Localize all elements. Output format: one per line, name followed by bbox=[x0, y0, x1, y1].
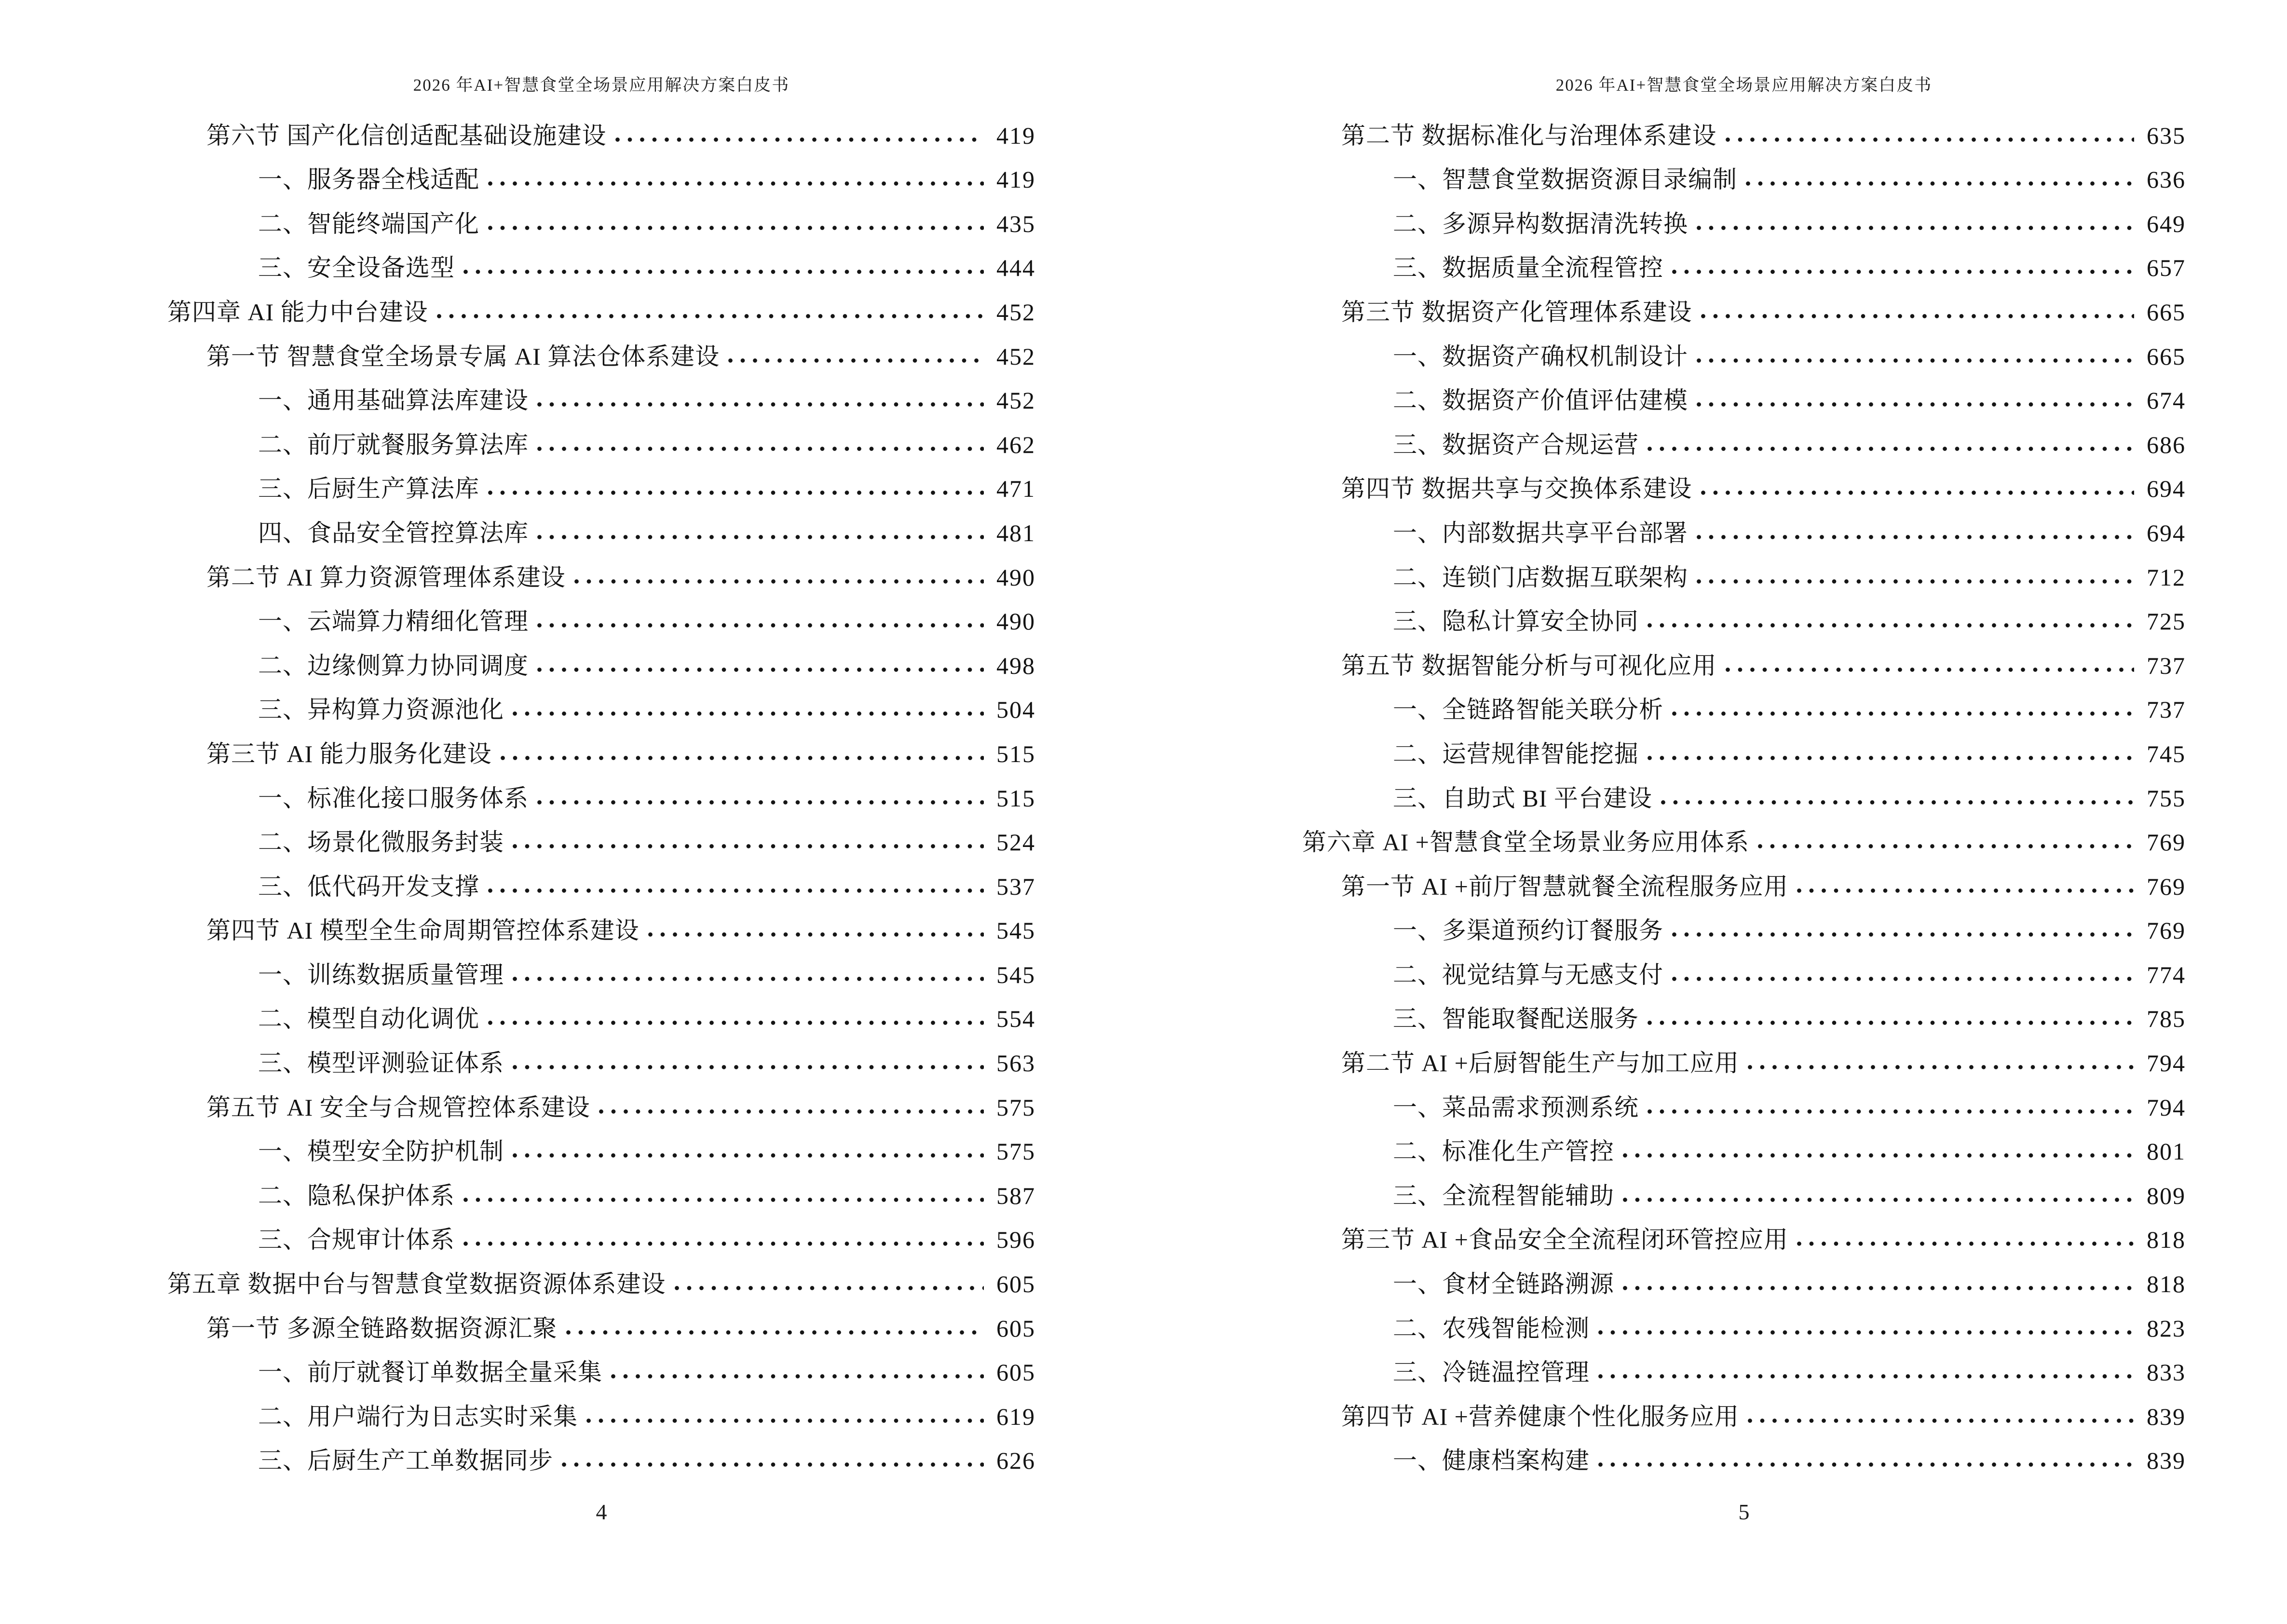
toc-entry-label: 三、低代码开发支撑 bbox=[258, 873, 479, 900]
toc-entry-label: 第三节 AI +食品安全全流程闭环管控应用 bbox=[1341, 1226, 1788, 1254]
toc-entry bbox=[1302, 330, 2186, 375]
toc-entry-page-number: 452 bbox=[996, 342, 1035, 370]
dot-leader bbox=[463, 1198, 984, 1202]
toc-entry-label: 一、数据资产确权机制设计 bbox=[1393, 342, 1688, 370]
toc-entry-page-number: 605 bbox=[996, 1359, 1035, 1386]
toc-entry bbox=[167, 330, 1035, 375]
dot-leader bbox=[513, 1153, 984, 1158]
dot-leader bbox=[1697, 402, 2134, 407]
toc-entry-label: 第四节 AI 模型全生命周期管控体系建设 bbox=[206, 917, 640, 944]
toc-entry-page-number: 545 bbox=[996, 917, 1035, 944]
toc-entry bbox=[1302, 1037, 2186, 1081]
toc-entry-page-number: 419 bbox=[996, 122, 1035, 149]
toc-entry bbox=[167, 1258, 1035, 1302]
running-header: 2026 年AI+智慧食堂全场景应用解决方案白皮书 bbox=[413, 76, 790, 95]
dot-leader bbox=[1598, 1374, 2134, 1378]
toc-entry bbox=[167, 1037, 1035, 1081]
dot-leader bbox=[1647, 447, 2134, 451]
toc-entry bbox=[167, 1302, 1035, 1347]
toc-entry bbox=[167, 286, 1035, 330]
toc-entry-page-number: 471 bbox=[996, 475, 1035, 503]
toc-entry bbox=[167, 375, 1035, 419]
toc-entry-page-number: 769 bbox=[2147, 873, 2186, 900]
toc-entry-label: 第三节 AI 能力服务化建设 bbox=[206, 740, 492, 767]
dot-leader bbox=[1746, 181, 2134, 186]
toc-entry bbox=[1302, 1302, 2186, 1347]
dot-leader bbox=[611, 1374, 984, 1378]
toc-entry-label: 第五节 AI 安全与合规管控体系建设 bbox=[206, 1093, 590, 1121]
toc-entry bbox=[1302, 772, 2186, 817]
toc-entry bbox=[1302, 1126, 2186, 1170]
toc-page-right bbox=[1302, 0, 2186, 1624]
toc-entry-page-number: 575 bbox=[996, 1093, 1035, 1121]
toc-entry-page-number: 490 bbox=[996, 608, 1035, 635]
dot-leader bbox=[1623, 1153, 2134, 1158]
toc-entry-label: 三、数据资产合规运营 bbox=[1393, 431, 1639, 458]
dot-leader bbox=[537, 668, 984, 672]
toc-entry-label: 第四节 AI +营养健康个性化服务应用 bbox=[1341, 1403, 1739, 1430]
dot-leader bbox=[488, 181, 984, 186]
toc-entry bbox=[167, 1435, 1035, 1479]
toc-entry-label: 三、智能取餐配送服务 bbox=[1393, 1005, 1639, 1033]
toc-entry-page-number: 554 bbox=[996, 1005, 1035, 1033]
toc-entry-label: 一、健康档案构建 bbox=[1393, 1447, 1590, 1474]
dot-leader bbox=[1748, 1419, 2134, 1423]
toc-entry-page-number: 809 bbox=[2147, 1182, 2186, 1209]
toc-entry-page-number: 737 bbox=[2147, 696, 2186, 723]
toc-entry-page-number: 498 bbox=[996, 652, 1035, 679]
toc-entry bbox=[1302, 728, 2186, 772]
dot-leader bbox=[1672, 711, 2134, 716]
dot-leader bbox=[1797, 1242, 2134, 1246]
toc-entry-label: 第二节 AI 算力资源管理体系建设 bbox=[206, 563, 566, 591]
toc-entry bbox=[1302, 817, 2186, 861]
toc-entry bbox=[167, 860, 1035, 905]
page-number-footer: 4 bbox=[596, 1500, 607, 1524]
toc-entry-page-number: 686 bbox=[2147, 431, 2186, 458]
dot-leader bbox=[513, 1065, 984, 1069]
toc-entry bbox=[167, 507, 1035, 551]
toc-entry-page-number: 794 bbox=[2147, 1093, 2186, 1121]
toc-entry-label: 二、场景化微服务封装 bbox=[258, 829, 504, 856]
toc-entry-label: 二、用户端行为日志实时采集 bbox=[258, 1403, 578, 1430]
toc-entry-label: 二、标准化生产管控 bbox=[1393, 1138, 1614, 1165]
toc-entry-page-number: 823 bbox=[2147, 1314, 2186, 1342]
toc-entry-page-number: 657 bbox=[2147, 254, 2186, 282]
toc-entry-label: 一、云端算力精细化管理 bbox=[258, 608, 529, 635]
toc-entry-page-number: 839 bbox=[2147, 1447, 2186, 1474]
toc-entry-label: 二、边缘侧算力协同调度 bbox=[258, 652, 529, 679]
dot-leader bbox=[1623, 1286, 2134, 1290]
toc-entry-page-number: 755 bbox=[2147, 784, 2186, 812]
toc-entry-label: 第五节 数据智能分析与可视化应用 bbox=[1341, 652, 1717, 679]
dot-leader bbox=[537, 447, 984, 451]
toc-entry-label: 一、通用基础算法库建设 bbox=[258, 387, 529, 414]
toc-entry-page-number: 769 bbox=[2147, 829, 2186, 856]
toc-entry bbox=[1302, 507, 2186, 551]
dot-leader bbox=[1726, 668, 2135, 672]
dot-leader bbox=[1697, 535, 2134, 539]
toc-entry bbox=[1302, 242, 2186, 287]
toc-entry-label: 二、运营规律智能挖掘 bbox=[1393, 740, 1639, 767]
toc-entry-label: 二、智能终端国产化 bbox=[258, 210, 479, 237]
toc-entry-page-number: 462 bbox=[996, 431, 1035, 458]
dot-leader bbox=[1701, 491, 2135, 495]
toc-entry bbox=[1302, 1214, 2186, 1258]
toc-entry bbox=[167, 905, 1035, 949]
toc-entry bbox=[1302, 1081, 2186, 1126]
toc-entry bbox=[167, 684, 1035, 728]
toc-entry-label: 三、合规审计体系 bbox=[258, 1226, 455, 1254]
toc-entry-label: 第一节 AI +前厅智慧就餐全流程服务应用 bbox=[1341, 873, 1788, 900]
toc-entry bbox=[1302, 905, 2186, 949]
dot-leader bbox=[1623, 1198, 2134, 1202]
dot-leader bbox=[488, 1021, 984, 1025]
toc-entry-page-number: 419 bbox=[996, 166, 1035, 193]
dot-leader bbox=[537, 800, 984, 805]
toc-entry-page-number: 515 bbox=[996, 784, 1035, 812]
toc-entry-page-number: 596 bbox=[996, 1226, 1035, 1254]
toc-entry-page-number: 605 bbox=[996, 1270, 1035, 1298]
dot-leader bbox=[1697, 579, 2134, 584]
toc-entry bbox=[1302, 684, 2186, 728]
toc-entry-page-number: 563 bbox=[996, 1050, 1035, 1077]
dot-leader bbox=[1598, 1462, 2134, 1467]
toc-entry-page-number: 435 bbox=[996, 210, 1035, 237]
toc-entry-page-number: 636 bbox=[2147, 166, 2186, 193]
dot-leader bbox=[1647, 1021, 2134, 1025]
dot-leader bbox=[488, 888, 984, 893]
toc-entry bbox=[1302, 109, 2186, 154]
toc-entry-label: 二、视觉结算与无感支付 bbox=[1393, 961, 1663, 988]
toc-entry bbox=[167, 242, 1035, 287]
toc-entry-page-number: 833 bbox=[2147, 1359, 2186, 1386]
dot-leader bbox=[501, 756, 984, 760]
toc-entry-page-number: 619 bbox=[996, 1403, 1035, 1430]
toc-entry-label: 第二节 数据标准化与治理体系建设 bbox=[1341, 122, 1717, 149]
toc-entry-label: 一、食材全链路溯源 bbox=[1393, 1270, 1614, 1298]
dot-leader bbox=[1647, 623, 2134, 628]
toc-entry-label: 三、后厨生产算法库 bbox=[258, 475, 479, 503]
toc-entry-label: 三、后厨生产工单数据同步 bbox=[258, 1447, 553, 1474]
toc-entry bbox=[167, 949, 1035, 993]
dot-leader bbox=[648, 932, 984, 937]
toc-entry-page-number: 635 bbox=[2147, 122, 2186, 149]
dot-leader bbox=[615, 137, 984, 142]
toc-entry bbox=[167, 198, 1035, 242]
toc-entry-page-number: 626 bbox=[996, 1447, 1035, 1474]
toc-entry bbox=[167, 1081, 1035, 1126]
toc-entry bbox=[167, 109, 1035, 154]
toc-entry-page-number: 794 bbox=[2147, 1050, 2186, 1077]
toc-entry-page-number: 524 bbox=[996, 829, 1035, 856]
toc-entry bbox=[1302, 198, 2186, 242]
toc-entry bbox=[167, 1391, 1035, 1435]
toc-entry bbox=[1302, 1258, 2186, 1302]
toc-entry-page-number: 587 bbox=[996, 1182, 1035, 1209]
toc-entry-label: 一、多渠道预约订餐服务 bbox=[1393, 917, 1663, 944]
toc-entry-label: 第五章 数据中台与智慧食堂数据资源体系建设 bbox=[167, 1270, 666, 1298]
dot-leader bbox=[599, 1109, 984, 1114]
toc-entry bbox=[167, 596, 1035, 640]
toc-entry-label: 三、数据质量全流程管控 bbox=[1393, 254, 1663, 282]
dot-leader bbox=[586, 1419, 984, 1423]
toc-entry-page-number: 818 bbox=[2147, 1226, 2186, 1254]
dot-leader bbox=[537, 535, 984, 539]
toc-entry-label: 第三节 数据资产化管理体系建设 bbox=[1341, 298, 1692, 326]
dot-leader bbox=[562, 1462, 984, 1467]
toc-entry-label: 第二节 AI +后厨智能生产与加工应用 bbox=[1341, 1050, 1739, 1077]
toc-entry bbox=[167, 1126, 1035, 1170]
page-number-footer: 5 bbox=[1738, 1500, 1750, 1524]
dot-leader bbox=[1598, 1330, 2134, 1335]
toc-entry-label: 二、数据资产价值评估建模 bbox=[1393, 387, 1688, 414]
toc-entry-label: 一、标准化接口服务体系 bbox=[258, 784, 529, 812]
toc-entry bbox=[167, 817, 1035, 861]
dot-leader bbox=[463, 1242, 984, 1246]
toc-entry-page-number: 818 bbox=[2147, 1270, 2186, 1298]
toc-entry bbox=[1302, 640, 2186, 684]
running-header: 2026 年AI+智慧食堂全场景应用解决方案白皮书 bbox=[1555, 76, 1933, 95]
dot-leader bbox=[437, 314, 984, 318]
toc-entry-label: 一、内部数据共享平台部署 bbox=[1393, 519, 1688, 546]
toc-entry bbox=[1302, 286, 2186, 330]
toc-entry-page-number: 452 bbox=[996, 298, 1035, 326]
toc-entry-label: 三、全流程智能辅助 bbox=[1393, 1182, 1614, 1209]
toc-entry bbox=[167, 1347, 1035, 1391]
toc-entry-label: 三、安全设备选型 bbox=[258, 254, 455, 282]
toc-entry-page-number: 537 bbox=[996, 873, 1035, 900]
toc-entry-page-number: 801 bbox=[2147, 1138, 2186, 1165]
toc-entry bbox=[167, 1170, 1035, 1214]
toc-entry-page-number: 785 bbox=[2147, 1005, 2186, 1033]
dot-leader bbox=[1697, 358, 2134, 363]
toc-entry-page-number: 745 bbox=[2147, 740, 2186, 767]
toc-entry-page-number: 481 bbox=[996, 519, 1035, 546]
toc-entry bbox=[167, 772, 1035, 817]
dot-leader bbox=[1672, 932, 2134, 937]
toc-entry bbox=[167, 419, 1035, 463]
toc-entry-page-number: 694 bbox=[2147, 475, 2186, 503]
toc-entry bbox=[167, 1214, 1035, 1258]
toc-entry bbox=[1302, 551, 2186, 596]
toc-entry-label: 三、自助式 BI 平台建设 bbox=[1393, 784, 1652, 812]
toc-entry-page-number: 839 bbox=[2147, 1403, 2186, 1430]
toc-entry-label: 第一节 多源全链路数据资源汇聚 bbox=[206, 1314, 558, 1342]
toc-entry-label: 一、前厅就餐订单数据全量采集 bbox=[258, 1359, 602, 1386]
dot-leader bbox=[1758, 844, 2134, 848]
toc-entry bbox=[1302, 993, 2186, 1037]
toc-entry bbox=[1302, 596, 2186, 640]
toc-entry-page-number: 665 bbox=[2147, 342, 2186, 370]
toc-entry bbox=[167, 728, 1035, 772]
toc-entry-list bbox=[167, 109, 1035, 1479]
toc-entry bbox=[1302, 1435, 2186, 1479]
dot-leader bbox=[1726, 137, 2135, 142]
toc-entry-label: 一、全链路智能关联分析 bbox=[1393, 696, 1663, 723]
dot-leader bbox=[488, 491, 984, 495]
toc-entry-page-number: 452 bbox=[996, 387, 1035, 414]
toc-entry-label: 一、智慧食堂数据资源目录编制 bbox=[1393, 166, 1737, 193]
dot-leader bbox=[1701, 314, 2135, 318]
toc-entry bbox=[1302, 375, 2186, 419]
toc-entry-label: 第六章 AI +智慧食堂全场景业务应用体系 bbox=[1302, 829, 1749, 856]
dot-leader bbox=[566, 1330, 984, 1335]
toc-entry bbox=[1302, 1347, 2186, 1391]
toc-entry-page-number: 674 bbox=[2147, 387, 2186, 414]
dot-leader bbox=[488, 226, 984, 230]
toc-entry bbox=[1302, 949, 2186, 993]
toc-entry-list bbox=[1302, 109, 2186, 1479]
dot-leader bbox=[728, 358, 984, 363]
toc-entry bbox=[167, 640, 1035, 684]
toc-entry-label: 第一节 智慧食堂全场景专属 AI 算法仓体系建设 bbox=[206, 342, 720, 370]
toc-entry-page-number: 515 bbox=[996, 740, 1035, 767]
toc-entry-page-number: 694 bbox=[2147, 519, 2186, 546]
toc-entry bbox=[167, 551, 1035, 596]
toc-entry-page-number: 712 bbox=[2147, 563, 2186, 591]
dot-leader bbox=[1647, 1109, 2134, 1114]
dot-leader bbox=[1697, 226, 2134, 230]
dot-leader bbox=[513, 844, 984, 848]
toc-entry-page-number: 575 bbox=[996, 1138, 1035, 1165]
toc-entry-page-number: 665 bbox=[2147, 298, 2186, 326]
dot-leader bbox=[513, 711, 984, 716]
toc-entry bbox=[167, 154, 1035, 198]
toc-entry-label: 一、菜品需求预测系统 bbox=[1393, 1093, 1639, 1121]
dot-leader bbox=[1672, 270, 2134, 274]
dot-leader bbox=[675, 1286, 984, 1290]
toc-entry-page-number: 649 bbox=[2147, 210, 2186, 237]
toc-entry-label: 二、连锁门店数据互联架构 bbox=[1393, 563, 1688, 591]
toc-entry-label: 二、多源异构数据清洗转换 bbox=[1393, 210, 1688, 237]
toc-entry-label: 二、农残智能检测 bbox=[1393, 1314, 1590, 1342]
dot-leader bbox=[513, 977, 984, 981]
toc-entry-label: 三、模型评测验证体系 bbox=[258, 1050, 504, 1077]
toc-entry bbox=[1302, 1170, 2186, 1214]
toc-entry-label: 二、隐私保护体系 bbox=[258, 1182, 455, 1209]
toc-entry-page-number: 769 bbox=[2147, 917, 2186, 944]
toc-entry-page-number: 774 bbox=[2147, 961, 2186, 988]
toc-entry-page-number: 490 bbox=[996, 563, 1035, 591]
toc-entry-label: 第四章 AI 能力中台建设 bbox=[167, 298, 428, 326]
toc-entry-label: 三、异构算力资源池化 bbox=[258, 696, 504, 723]
toc-entry-label: 四、食品安全管控算法库 bbox=[258, 519, 529, 546]
toc-entry-label: 三、隐私计算安全协同 bbox=[1393, 608, 1639, 635]
toc-entry bbox=[167, 463, 1035, 507]
dot-leader bbox=[463, 270, 984, 274]
toc-entry-page-number: 605 bbox=[996, 1314, 1035, 1342]
toc-entry-page-number: 444 bbox=[996, 254, 1035, 282]
toc-entry-page-number: 504 bbox=[996, 696, 1035, 723]
dot-leader bbox=[1647, 756, 2134, 760]
toc-entry-label: 第六节 国产化信创适配基础设施建设 bbox=[206, 122, 607, 149]
toc-entry bbox=[1302, 1391, 2186, 1435]
toc-entry-label: 二、前厅就餐服务算法库 bbox=[258, 431, 529, 458]
toc-entry-page-number: 725 bbox=[2147, 608, 2186, 635]
toc-entry bbox=[1302, 463, 2186, 507]
toc-entry bbox=[1302, 860, 2186, 905]
toc-entry bbox=[1302, 154, 2186, 198]
dot-leader bbox=[537, 402, 984, 407]
toc-entry bbox=[1302, 419, 2186, 463]
toc-entry-label: 一、训练数据质量管理 bbox=[258, 961, 504, 988]
toc-entry-label: 第四节 数据共享与交换体系建设 bbox=[1341, 475, 1692, 503]
toc-entry-label: 三、冷链温控管理 bbox=[1393, 1359, 1590, 1386]
toc-entry-page-number: 737 bbox=[2147, 652, 2186, 679]
dot-leader bbox=[537, 623, 984, 628]
toc-page-left bbox=[167, 0, 1035, 1624]
toc-entry-label: 一、服务器全栈适配 bbox=[258, 166, 479, 193]
dot-leader bbox=[1797, 888, 2134, 893]
dot-leader bbox=[1672, 977, 2134, 981]
toc-entry-page-number: 545 bbox=[996, 961, 1035, 988]
dot-leader bbox=[1748, 1065, 2134, 1069]
dot-leader bbox=[574, 579, 984, 584]
toc-entry bbox=[167, 993, 1035, 1037]
dot-leader bbox=[1661, 800, 2134, 805]
toc-entry-label: 二、模型自动化调优 bbox=[258, 1005, 479, 1033]
toc-entry-label: 一、模型安全防护机制 bbox=[258, 1138, 504, 1165]
